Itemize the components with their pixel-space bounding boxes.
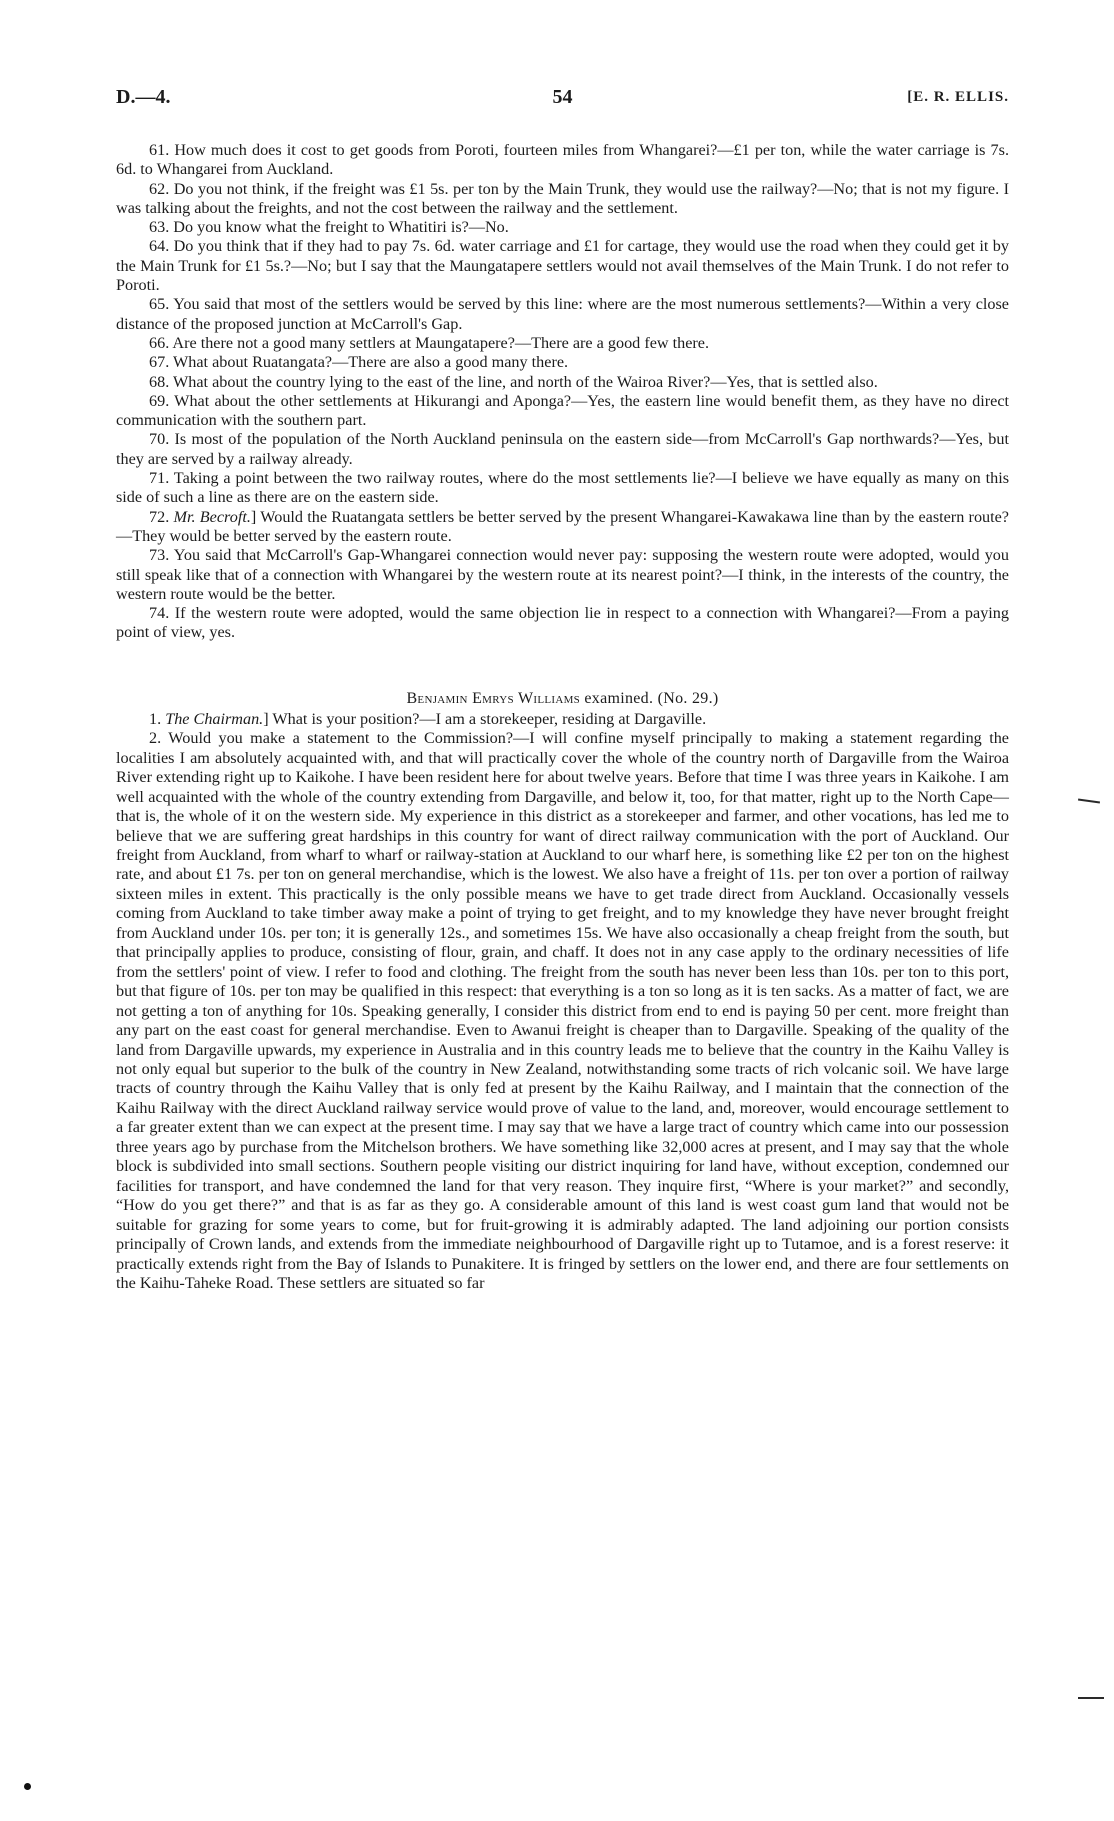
witness-number: (No. 29.) [657, 689, 719, 707]
page-number: 54 [552, 86, 573, 108]
page-header [116, 86, 1009, 114]
witness-heading [116, 689, 1009, 708]
question-68: 68. What about the country lying to the east of the line, and north of the Wairoa River?—Yes, that is settled also. [149, 372, 878, 391]
question-74: 74. If the western route were adopted, would the same objection lie in respect to a connection with Whangarei?—From a paying point of view, yes. [116, 604, 1009, 642]
question-72-number: 72. [149, 507, 174, 526]
question-71: 71. Taking a point between the two railway routes, where do the most settlements lie?—I believe we have equally as many on this side of such a line as there are on the eastern side. [116, 469, 1009, 507]
answer-2: 2. Would you make a statement to the Commission?—I will confine myself principally to making a statement regarding the localities I am absolutely acquainted with, and that will practically cover the whole of the country north of Dargaville from the Wairoa River extending right up to Kaikohe. I have been resident here for about twelve years. Before that time I was three years in Kaikohe. I am well acquainted with the whole of the country extending from Dargaville, and below it, too, for that matter, right up to the North Cape—that is, the whole of it on the western side. My experience in this district as a storekeeper and farmer, and other vocations, has led me to believe that we are suffering great hardships in this country for want of direct railway communication with the port of Auckland. Our freight from Auckland, from wharf to wharf or railway-station at Auckland to our wharf here, is something like £2 per ton on the highest rate, and about £1 7s. per ton on general merchandise, which is the lowest. We also have a freight of 11s. per ton over a portion of railway sixteen miles in extent. This practically is the only possible means we have to get trade direct from Auckland. Occasionally vessels coming from Auckland to take timber away make a point of trying to get freight, and to my knowledge they have never brought freight from Auckland under 10s. per ton; it is generally 12s., and sometimes 15s. We have also occasionally a cheap freight from the south, but that principally applies to produce, consisting of flour, grain, and chaff. It does not in any case apply to the ordinary necessities of life from the settlers' point of view. I refer to food and clothing. The freight from the south has never been less than 10s. per ton to this port, but that figure of 10s. per ton may be qualified in this respect: that everything is a ton so long as it is ten sacks. As a matter of fact, we are not getting a ton of anything for 10s. Speaking generally, I consider this district from end to end is paying 50 per cent. more freight than any part on the east coast for general merchandise. Even to Awanui freight is cheaper than to Dargaville. Speaking of the quality of the land from Dargaville upwards, my experience in Australia and in this country leads me to believe that the country in the Kaihu Valley is not only equal but superior to the bulk of the country in New Zealand, notwithstanding some tracts of rich volcanic soil. We have large tracts of country through the Kaihu Valley that is only fed at present by the Kaihu Railway, and I maintain that the connection of the Kaihu Railway with the direct Auckland railway service would prove of value to the land, and, moreover, would encourage settlement to a far greater extent than we can expect at the present time. I may say that we have a large tract of country which came into our possession three years ago by purchase from the Mitchelson brothers. We have something like 32,000 acres at present, and I may say that the whole block is subdivided into small sections. Southern people visiting our district inquiring for land have, without exception, condemned our facilities for transport, and have condemned the land for that very reason. They inquire first, “Where is your market?” and secondly, “How do you get there?” and that is as far as they go. A considerable amount of this land is west coast gum land that would not be suitable for grazing for some years to come, but for fruit-growing it is admirably adapted. The land adjoining our portion consists principally of Crown lands, and extends from the immediate neighbourhood of Dargaville right up to Tutamoe, and is a forest reserve: it practically extends right from the Bay of Islands to Punakitere. It is fringed by settlers on the lower end, and there are four settlements on the Kaihu-Taheke Road. These settlers are situated so far [116, 729, 1009, 1292]
answer-1-text: ] What is your position?—I am a storekeeper, residing at Dargaville. [263, 710, 707, 729]
question-70: 70. Is most of the population of the North Auckland peninsula on the eastern side—from McCarroll's Gap northwards?—Yes, but they are served by a railway already. [116, 430, 1009, 468]
answer-1-speaker: The Chairman. [165, 710, 264, 729]
question-65: 65. You said that most of the settlers would be served by this line: where are the most numerous settlements?—Within a very close distance of the proposed junction at McCarroll's Gap. [116, 295, 1009, 333]
witness-running-head: [E. R. ELLIS. [907, 89, 1009, 105]
right-margin-mark-lower [1078, 1697, 1104, 1699]
right-margin-mark-upper [1078, 798, 1100, 803]
question-72 [116, 508, 1009, 547]
question-73: 73. You said that McCarroll's Gap-Whangarei connection would never pay: supposing the western route were adopted, would you still speak like that of a connection with Whangarei by the western route at its nearest point?—I think, in the interests of the country, the western route would be the better. [116, 546, 1009, 603]
page-body [116, 141, 1009, 1293]
scan-speck [24, 1783, 31, 1790]
question-69: 69. What about the other settlements at Hikurangi and Aponga?—Yes, the eastern line would benefit them, as they have no direct communication with the southern part. [116, 391, 1009, 430]
question-66: 66. Are there not a good many settlers at Maungatapere?—There are a good few there. [149, 333, 710, 352]
witness-examined: examined. [584, 689, 654, 707]
answer-1 [116, 710, 1009, 729]
question-67: 67. What about Ruatangata?—There are also a good many there. [149, 353, 569, 372]
answer-1-number: 1. [149, 710, 166, 729]
document-reference: D.—4. [116, 86, 171, 108]
question-63: 63. Do you know what the freight to Whatitiri is?—No. [149, 218, 509, 237]
question-64: 64. Do you think that if they had to pay 7s. 6d. water carriage and £1 for cartage, they would use the road when they could get it by the Main Trunk for £1 5s.?—No; but I say that the Maungatapere settlers would not avail themselves of the Main Trunk. I do not refer to Poroti. [116, 237, 1009, 295]
question-62: 62. Do you not think, if the freight was £1 5s. per ton by the Main Trunk, they would use the railway?—No; that is not my figure. I was talking about the freights, and not the cost between the railway and the settlement. [116, 179, 1009, 217]
question-72-text: ] Would the Ruatangata settlers be better served by the present Whangarei-Kawakawa line than by the eastern route?—They would be better served by the eastern route. [116, 507, 1009, 545]
witness-name: Benjamin Emrys Williams [406, 689, 581, 707]
question-61: 61. How much does it cost to get goods from Poroti, fourteen miles from Whangarei?—£1 per ton, while the water carriage is 7s. 6d. to Whangarei from Auckland. [116, 141, 1009, 179]
question-72-speaker: Mr. Becroft. [173, 507, 251, 526]
